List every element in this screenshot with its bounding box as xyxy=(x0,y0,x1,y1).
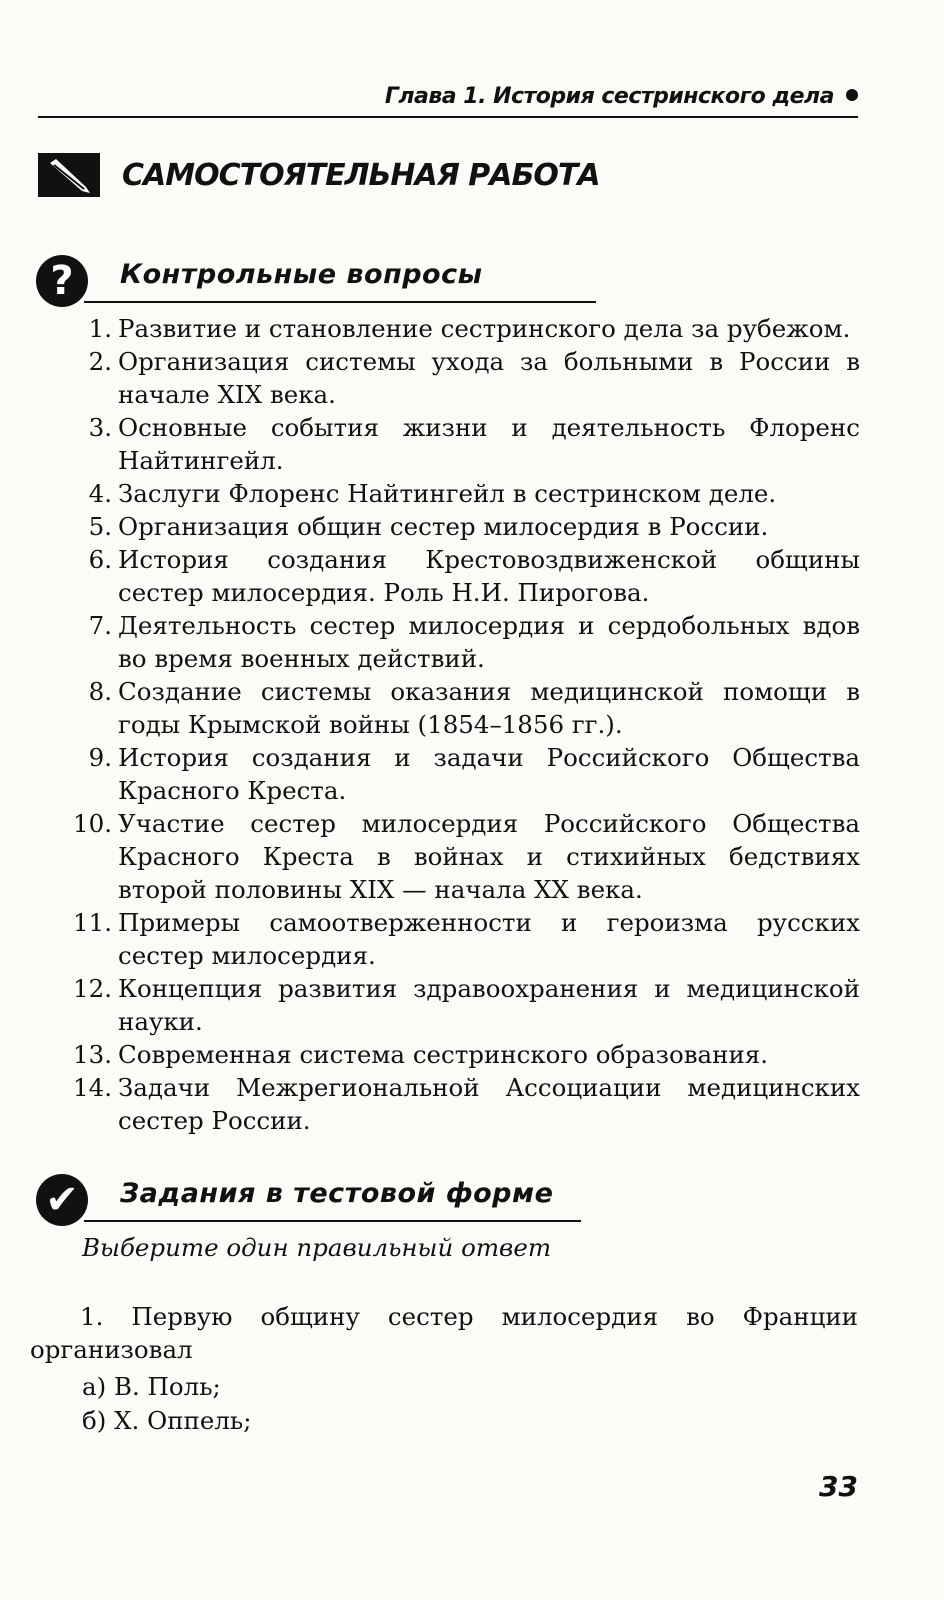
list-item: 4. Заслуги Флоренс Найтингейл в сестринском деле. xyxy=(88,479,777,508)
list-item: 8. Создание системы оказания медицинской помощи в годы Крымской войны (1854–1856 гг.). xyxy=(88,677,860,739)
list-item: 10. Участие сестер милосердия Российского Общества Красного Креста в войнах и стихийных бедствиях второй половины XIX — начала XX века. xyxy=(73,809,860,904)
list-item: 6. История создания Крестовоздвиженской общины сестер милосердия. Роль Н.И. Пирогова. xyxy=(88,545,860,607)
answer-options xyxy=(82,1370,252,1438)
running-head-text xyxy=(385,84,858,109)
list-item: 3. Основные события жизни и деятельность Флоренс Найтингейл. xyxy=(88,413,860,475)
test-tasks-heading xyxy=(36,1174,581,1230)
running-head xyxy=(38,80,858,118)
checkmark-icon: ✔ xyxy=(36,1174,88,1226)
chapter-title: Глава 1. История сестринского дела xyxy=(384,84,834,109)
heading-underline xyxy=(84,301,596,303)
test-tasks-title: Задания в тестовой форме xyxy=(120,1178,554,1209)
control-questions-title: Контрольные вопросы xyxy=(120,259,483,290)
list-item: 2. Организация системы ухода за больными в России в начале XIX века. xyxy=(88,347,860,409)
answer-option: б) Х. Оппель; xyxy=(82,1406,252,1435)
list-item: 11. Примеры самоотверженности и героизма русских сестер милосердия. xyxy=(73,908,860,970)
page-number: 33 xyxy=(819,1470,858,1503)
question-mark-icon: ? xyxy=(36,255,88,307)
list-item: 7. Деятельность сестер милосердия и сердобольных вдов во время военных действий. xyxy=(88,611,860,673)
list-item: 14. Задачи Межрегиональной Ассоциации медицинских сестер России. xyxy=(73,1073,860,1135)
control-questions-list xyxy=(60,312,860,1137)
control-questions-heading xyxy=(36,255,596,311)
heading-underline xyxy=(84,1220,581,1222)
bullet-icon xyxy=(846,89,858,101)
list-item: 1. Развитие и становление сестринского дела за рубежом. xyxy=(88,314,851,343)
list-item: 9. История создания и задачи Российского Общества Красного Креста. xyxy=(88,743,860,805)
list-item: 12. Концепция развития здравоохранения и медицинской науки. xyxy=(73,974,860,1036)
section-heading xyxy=(38,150,838,200)
list-item: 13. Современная система сестринского образования. xyxy=(73,1040,769,1069)
test-question: 1. Первую общину сестер милосердия во Франции организовал xyxy=(30,1302,858,1364)
pencil-icon xyxy=(38,153,100,197)
section-title: САМОСТОЯТЕЛЬНАЯ РАБОТА xyxy=(122,158,600,193)
answer-option: а) В. Поль; xyxy=(82,1372,221,1401)
instruction-text: Выберите один правильный ответ xyxy=(82,1233,552,1262)
list-item: 5. Организация общин сестер милосердия в России. xyxy=(88,512,769,541)
